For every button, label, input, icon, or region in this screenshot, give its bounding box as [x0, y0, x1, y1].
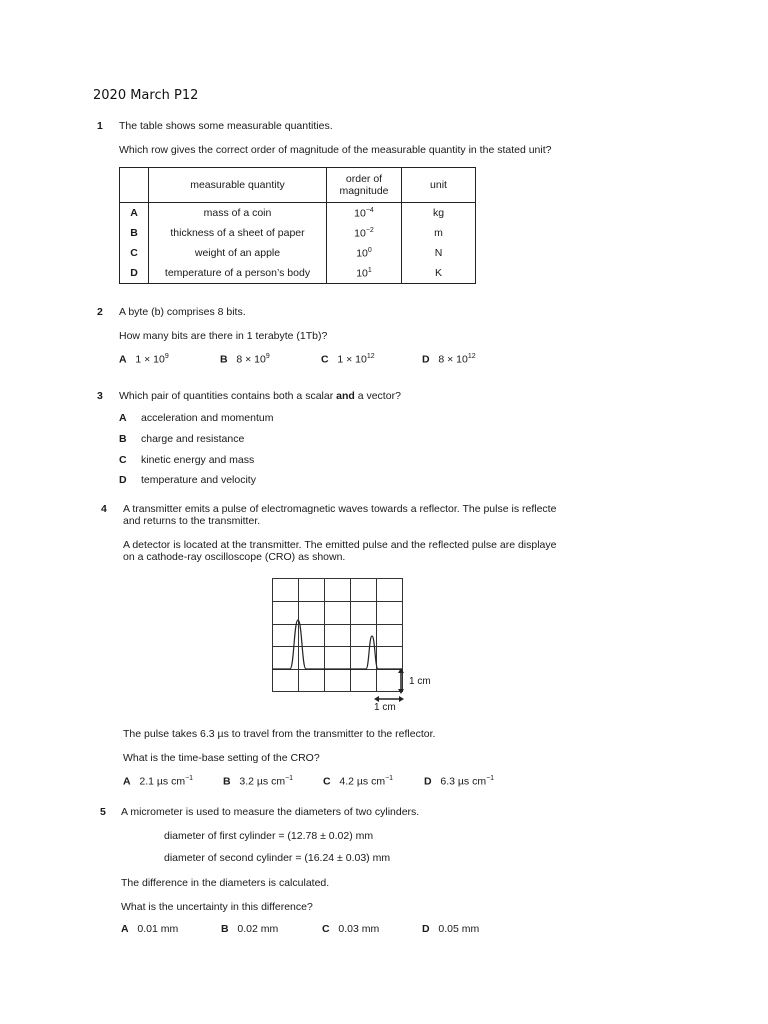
option-exp: −1	[185, 775, 194, 782]
row-order	[327, 203, 402, 224]
option-letter: D	[422, 353, 430, 366]
option-value: 8 × 10	[236, 353, 266, 366]
option-a	[119, 353, 169, 366]
row-letter: C	[120, 243, 149, 263]
row-order-base: 10	[356, 247, 368, 260]
q3-question	[119, 390, 401, 402]
row-quantity: temperature of a person’s body	[149, 263, 327, 284]
option-exp: −1	[285, 775, 294, 782]
row-unit: N	[402, 243, 476, 263]
q5-question: What is the uncertainty in this difference?	[121, 901, 313, 913]
option-b	[220, 353, 270, 366]
q1-header-unit: unit	[402, 168, 476, 203]
question-number-5: 5	[100, 806, 106, 818]
q4-statement: The pulse takes 6.3 µs to travel from the transmitter to the reflector.	[123, 728, 436, 740]
question-number-1: 1	[97, 120, 103, 132]
row-unit: K	[402, 263, 476, 284]
option-text: acceleration and momentum	[141, 412, 274, 424]
question-number-2: 2	[97, 306, 103, 318]
q1-header-blank	[120, 168, 149, 203]
option-c	[322, 923, 379, 935]
option-c	[119, 454, 127, 466]
row-order	[327, 223, 402, 243]
option-b	[223, 775, 293, 788]
option-letter: B	[220, 353, 228, 366]
option-text: kinetic energy and mass	[141, 454, 255, 466]
q3-question-bold: and	[336, 390, 355, 402]
question-number-4: 4	[101, 503, 107, 515]
q1-header-order	[327, 168, 402, 203]
q5-diameter-first: diameter of first cylinder = (12.78 ± 0.02) mm	[164, 830, 374, 842]
q3-question-pre: Which pair of quantities contains both a scalar	[119, 390, 337, 402]
cro-vertical-scale-label: 1 cm	[409, 676, 431, 687]
option-letter: C	[119, 454, 127, 466]
option-value: 4.2 µs cm	[339, 775, 386, 788]
table-row	[120, 243, 476, 263]
option-letter: A	[119, 412, 127, 424]
option-exp: −1	[486, 775, 495, 782]
row-quantity: mass of a coin	[149, 203, 327, 224]
cro-horizontal-scale-label: 1 cm	[374, 702, 396, 713]
option-d	[422, 353, 476, 366]
option-d	[119, 474, 127, 486]
row-letter: A	[120, 203, 149, 224]
q1-stem: The table shows some measurable quantities.	[119, 120, 333, 132]
q1-header-quantity: measurable quantity	[149, 168, 327, 203]
q4-para2-line2: on a cathode-ray oscilloscope (CRO) as shown.	[123, 551, 346, 563]
option-letter: A	[123, 775, 131, 788]
cro-trace	[273, 620, 403, 669]
row-order-exp: −2	[365, 226, 374, 234]
row-unit: kg	[402, 203, 476, 224]
row-order	[327, 243, 402, 263]
option-exp: 9	[164, 353, 169, 360]
q2-question: How many bits are there in 1 terabyte (1Tb)?	[119, 330, 328, 342]
option-text: temperature and velocity	[141, 474, 256, 486]
option-letter: C	[322, 923, 330, 935]
option-value: 1 × 10	[337, 353, 367, 366]
option-value: 0.05 mm	[438, 923, 480, 935]
q4-para1-line1: A transmitter emits a pulse of electromagnetic waves towards a reflector. The pulse is reflecte	[123, 503, 557, 515]
option-letter: B	[119, 433, 127, 445]
row-order-base: 10	[356, 267, 368, 280]
option-letter: B	[223, 775, 231, 788]
row-order-exp: −4	[365, 206, 374, 214]
q4-para2-line1: A detector is located at the transmitter. The emitted pulse and the reflected pulse are displaye	[123, 539, 557, 551]
option-value: 0.02 mm	[237, 923, 279, 935]
row-unit: m	[402, 223, 476, 243]
q4-para1-line2: and returns to the transmitter.	[123, 515, 261, 527]
option-exp: 12	[467, 353, 476, 360]
row-order-exp: 1	[367, 266, 372, 274]
table-row	[120, 223, 476, 243]
option-letter: C	[323, 775, 331, 788]
q1-question: Which row gives the correct order of magnitude of the measurable quantity in the stated unit?	[119, 144, 552, 156]
option-b	[221, 923, 278, 935]
q5-stem: A micrometer is used to measure the diameters of two cylinders.	[121, 806, 420, 818]
table-row	[120, 203, 476, 224]
row-letter: B	[120, 223, 149, 243]
row-quantity: thickness of a sheet of paper	[149, 223, 327, 243]
option-letter: A	[119, 353, 127, 366]
option-d	[422, 923, 479, 935]
option-text: charge and resistance	[141, 433, 245, 445]
table-row	[120, 263, 476, 284]
option-c	[321, 353, 375, 366]
option-letter: A	[121, 923, 129, 935]
option-b	[119, 433, 127, 445]
option-value: 8 × 10	[438, 353, 468, 366]
option-value: 3.2 µs cm	[239, 775, 286, 788]
option-a	[121, 923, 178, 935]
q3-question-post: a vector?	[354, 390, 401, 402]
page-title: 2020 March P12	[93, 88, 199, 103]
option-a	[123, 775, 193, 788]
row-letter: D	[120, 263, 149, 284]
row-order-base: 10	[354, 227, 366, 240]
option-value: 0.01 mm	[137, 923, 179, 935]
row-order-exp: 0	[367, 246, 372, 254]
q2-stem: A byte (b) comprises 8 bits.	[119, 306, 246, 318]
option-letter: B	[221, 923, 229, 935]
q5-statement: The difference in the diameters is calculated.	[121, 877, 330, 889]
row-order-base: 10	[354, 207, 366, 220]
row-quantity: weight of an apple	[149, 243, 327, 263]
option-value: 0.03 mm	[338, 923, 380, 935]
option-letter: D	[422, 923, 430, 935]
vertical-scale-arrow	[398, 668, 404, 694]
option-c	[323, 775, 393, 788]
option-letter: D	[424, 775, 432, 788]
row-order	[327, 263, 402, 284]
q5-diameter-second: diameter of second cylinder = (16.24 ± 0.03) mm	[164, 852, 391, 864]
option-d	[424, 775, 494, 788]
question-number-3: 3	[97, 390, 103, 402]
option-exp: 9	[265, 353, 270, 360]
cro-diagram	[272, 578, 442, 718]
option-exp: −1	[385, 775, 394, 782]
option-letter: C	[321, 353, 329, 366]
q1-header-order-line2: magnitude	[339, 185, 389, 197]
q1-table	[119, 167, 476, 284]
q1-header-order-line1: order of	[345, 173, 383, 185]
option-value: 2.1 µs cm	[139, 775, 186, 788]
cro-grid	[273, 579, 403, 692]
option-exp: 12	[366, 353, 375, 360]
q4-question: What is the time-base setting of the CRO?	[123, 752, 320, 764]
option-value: 6.3 µs cm	[440, 775, 487, 788]
option-letter: D	[119, 474, 127, 486]
option-a	[119, 412, 127, 424]
option-value: 1 × 10	[135, 353, 165, 366]
